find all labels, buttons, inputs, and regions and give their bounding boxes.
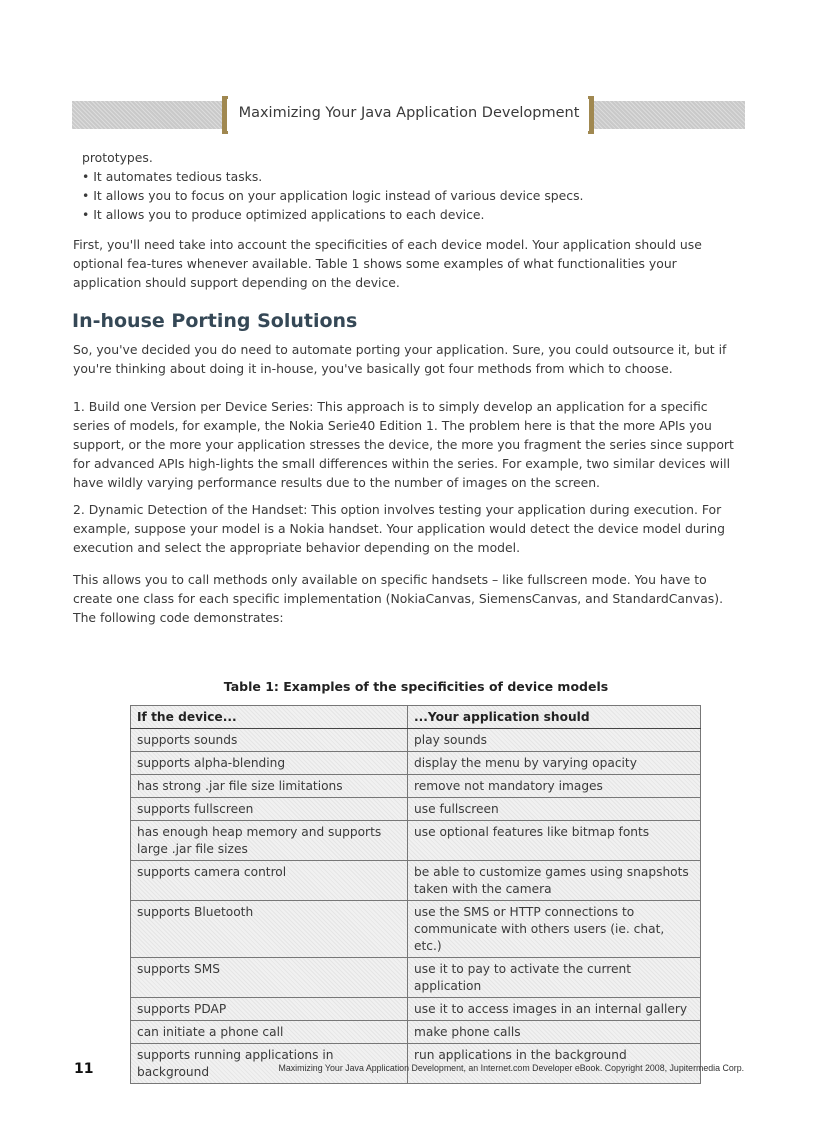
action-cell: display the menu by varying opacity xyxy=(408,752,701,775)
device-cell: supports sounds xyxy=(131,729,408,752)
action-cell: use optional features like bitmap fonts xyxy=(408,821,701,861)
device-cell: supports camera control xyxy=(131,861,408,901)
paragraph: 1. Build one Version per Device Series: This approach is to simply develop an application for a specific series of models, for example, the Nokia Serie40 Edition 1. The problem here is that the more APIs you support, or the more your application stresses the device, the more you fragment the series since support for advanced APIs high-lights the small differences within the series. For example, two similar devices will have wildly varying performance results due to the number of images on the screen. xyxy=(73,399,734,490)
left-bracket xyxy=(222,96,228,134)
action-cell: remove not mandatory images xyxy=(408,775,701,798)
table-row xyxy=(131,752,701,775)
right-bracket xyxy=(588,96,594,134)
table-row xyxy=(131,998,701,1021)
action-cell: use fullscreen xyxy=(408,798,701,821)
device-spec-table xyxy=(130,705,701,1084)
paragraph: 2. Dynamic Detection of the Handset: This option involves testing your application during execution. For example, suppose your model is a Nokia handset. Your application would detect the device model during execution and select the appropriate behavior depending on the model. xyxy=(73,502,725,555)
device-cell: has enough heap memory and supports large .jar file sizes xyxy=(131,821,408,861)
intro-lead: prototypes. xyxy=(82,150,153,165)
action-cell: play sounds xyxy=(408,729,701,752)
table-row xyxy=(131,775,701,798)
action-cell: be able to customize games using snapshots taken with the camera xyxy=(408,861,701,901)
bullet-item: • It allows you to focus on your application logic instead of various device specs. xyxy=(82,188,584,203)
device-cell: can initiate a phone call xyxy=(131,1021,408,1044)
bullet-item: • It allows you to produce optimized applications to each device. xyxy=(82,207,485,222)
column-header: ...Your application should xyxy=(408,706,701,729)
action-cell: make phone calls xyxy=(408,1021,701,1044)
footer-copyright: Maximizing Your Java Application Development, an Internet.com Developer eBook. Copyright 2008, Jupitermedia Corp. xyxy=(278,1063,744,1074)
action-cell: use it to access images in an internal gallery xyxy=(408,998,701,1021)
device-cell: supports SMS xyxy=(131,958,408,998)
table-row xyxy=(131,798,701,821)
action-cell: use it to pay to activate the current application xyxy=(408,958,701,998)
table-row xyxy=(131,861,701,901)
device-cell: has strong .jar file size limitations xyxy=(131,775,408,798)
table-row xyxy=(131,729,701,752)
page-number: 11 xyxy=(74,1061,94,1077)
device-cell: supports Bluetooth xyxy=(131,901,408,958)
table-row xyxy=(131,821,701,861)
running-header-title: Maximizing Your Java Application Development xyxy=(238,105,580,121)
action-cell: run applications in the background xyxy=(408,1044,701,1084)
action-cell: use the SMS or HTTP connections to communicate with others users (ie. chat, etc.) xyxy=(408,901,701,958)
paragraph: First, you'll need take into account the specificities of each device model. Your application should use optional fea-tures whenever available. Table 1 shows some examples of what functionalities your application should support depending on the device. xyxy=(73,237,702,290)
table-row xyxy=(131,1021,701,1044)
device-cell: supports running applications in background xyxy=(131,1044,408,1084)
table-row xyxy=(131,958,701,998)
column-header: If the device... xyxy=(131,706,408,729)
table-row xyxy=(131,901,701,958)
paragraph: This allows you to call methods only available on specific handsets – like fullscreen mode. You have to create one class for each specific implementation (NokiaCanvas, SiemensCanvas, and StandardCanvas). The following code demonstrates: xyxy=(73,572,724,625)
intro-list xyxy=(82,148,754,224)
section-heading: In-house Porting Solutions xyxy=(72,310,358,332)
table-header-row xyxy=(131,706,701,729)
device-cell: supports PDAP xyxy=(131,998,408,1021)
table-caption: Table 1: Examples of the specificities of device models xyxy=(223,679,609,694)
bullet-item: • It automates tedious tasks. xyxy=(82,169,263,184)
paragraph: So, you've decided you do need to automate porting your application. Sure, you could outsource it, but if you're thinking about doing it in-house, you've basically got four methods from which to choose. xyxy=(73,342,727,376)
device-cell: supports fullscreen xyxy=(131,798,408,821)
device-cell: supports alpha-blending xyxy=(131,752,408,775)
